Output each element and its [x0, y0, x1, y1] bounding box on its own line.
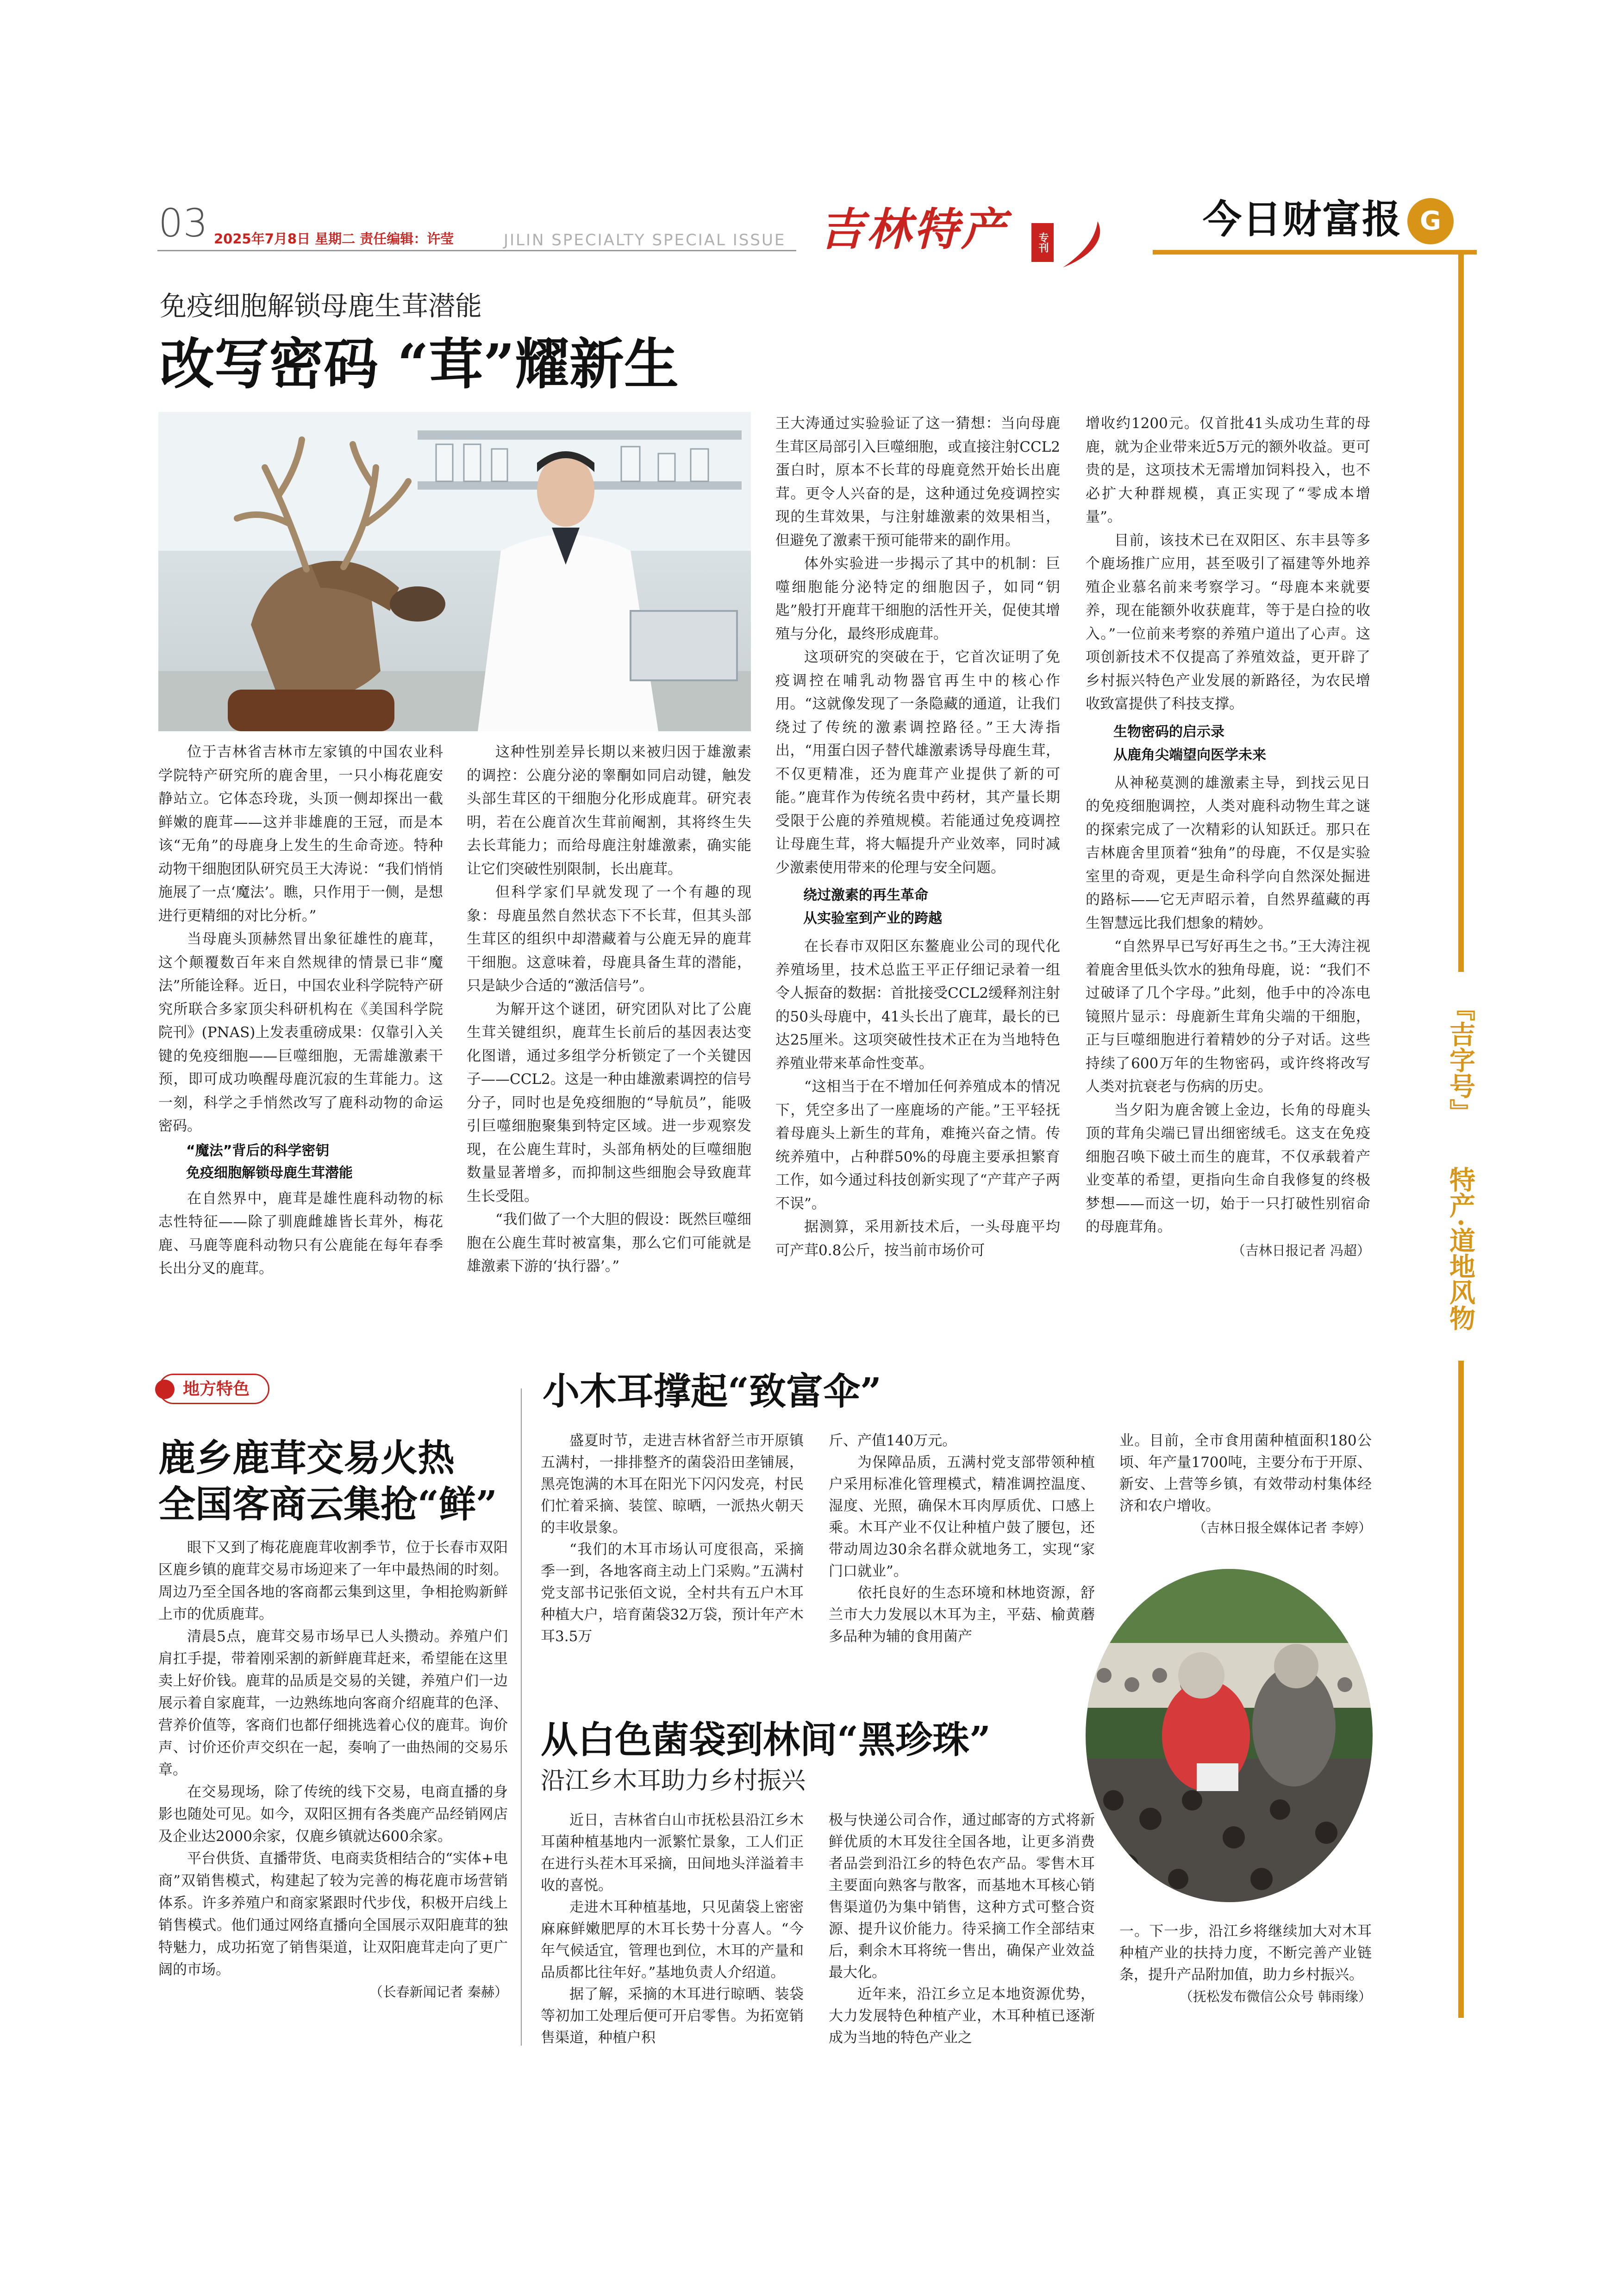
- section-logo: 吉林特产: [819, 203, 1008, 255]
- subhead: 免疫细胞解锁母鹿生茸潜能: [186, 1164, 353, 1181]
- masthead-logo-icon: G: [1407, 198, 1454, 244]
- paragraph: 在交易现场，除了传统的线下交易，电商直播的身影也随处可见。如今，双阳区拥有各类鹿产品经销网店及企业达2000余家，仅鹿乡镇就达600余家。: [158, 1784, 508, 1845]
- subhead: 生物密码的启示录: [1113, 723, 1224, 740]
- paragraph: 据测算，采用新技术后，一头母鹿平均可产茸0.8公斤，按当前市场价可: [775, 1219, 1060, 1259]
- paragraph: 一。下一步，沿江乡将继续加大对木耳种植产业的扶持力度，不断完善产业链条，提升产品附加值，助力乡村振兴。: [1119, 1923, 1372, 1983]
- paragraph: 体外实验进一步揭示了其中的机制：巨噬细胞能分泌特定的细胞因子，如同“钥匙”般打开鹿茸干细胞的活性开关，促使其增殖与分化，最终形成鹿茸。: [775, 555, 1060, 642]
- paragraph: 当母鹿头顶赫然冒出象征雄性的鹿茸，这个颠覆数百年来自然规律的情景已非“魔法”所能诠释。近日，中国农业科学院特产研究所联合多家顶尖科研机构在《美国科学院院刊》(PNAS)上发表重磅成果：仅靠引入关键的免疫细胞——巨噬细胞，无需雄激素干预，即可成功唤醒母鹿沉寂的生茸能力。这一刻，科学之手悄然改写了鹿科动物的命运密码。: [158, 931, 443, 1134]
- researcher-deer-photo: [158, 412, 751, 731]
- paragraph: 近年来，沿江乡立足本地资源优势，大力发展特色种植产业，木耳种植已逐渐成为当地的特色产业之: [829, 1986, 1095, 2046]
- paragraph: 业。目前，全市食用菌种植面积180公顷、年产量1700吨，主要分布于开原、新安、上营等乡镇，有效带动村集体经济和农户增收。: [1119, 1432, 1372, 1514]
- paragraph: “我们的木耳市场认可度很高，采摘季一到，各地客商主动上门采购。”五满村党支部书记张佰文说，全村共有五户木耳种植大户，培育菌袋32万袋，预计年产木耳3.5万: [541, 1541, 804, 1645]
- byline: （吉林日报全媒体记者 李婷）: [1193, 1520, 1372, 1536]
- article1-kicker: 免疫细胞解锁母鹿生茸潜能: [160, 290, 482, 322]
- paragraph: 盛夏时节，走进吉林省舒兰市开原镇五满村，一排排整齐的菌袋沿田垄铺展，黑亮饱满的木耳在阳光下闪闪发亮，村民们忙着采摘、装筐、晾晒，一派热火朝天的丰收景象。: [541, 1432, 804, 1536]
- fungus-harvest-photo: [1086, 1560, 1373, 1911]
- paragraph: 位于吉林省吉林市左家镇的中国农业科学院特产研究所的鹿舍里，一只小梅花鹿安静站立。它体态玲珑，头顶一侧却探出一截鲜嫩的鹿茸——这并非雄鹿的王冠，而是本该“无角”的母鹿身上发生的生命奇迹。特种动物干细胞团队研究员王大涛说：“我们悄悄施展了一点‘魔法’。瞧，只作用于一侧，是想进行更精细的对比分析。”: [158, 744, 443, 924]
- date-line: 2025年7月8日 星期二 责任编辑：许莹: [214, 231, 454, 247]
- article3-column-1: [541, 1430, 804, 1708]
- paragraph: 从神秘莫测的雄激素主导，到找云见日的免疫细胞调控，人类对鹿科动物生茸之谜的探索完成了一次精彩的认知跃迁。那只在吉林鹿舍里顶着“独角”的母鹿，不仅是实验室里的奇观，更是生命科学向自然深处掘进的路标——它无声昭示着，自然界蕴藏的再生智慧远比我们想象的精妙。: [1086, 774, 1370, 932]
- sidebar-bracket-text: 『吉字号』: [1445, 995, 1476, 1125]
- section-logo-tag: 专刊: [1031, 223, 1054, 262]
- subhead: 从实验室到产业的跨越: [803, 910, 942, 927]
- sidebar-tagline: 特产·道地风物: [1445, 1166, 1476, 1331]
- paragraph: 为解开这个谜团，研究团队对比了公鹿生茸关键组织，鹿茸生长前后的基因表达变化图谱，通过多组学分析锁定了一个关键因子——CCL2。这是一种由雄激素调控的信号分子，同时也是免疫细胞的“导航员”，能吸引巨噬细胞聚集到特定区域。进一步观察发现，在公鹿生茸时，头部角柄处的巨噬细胞数量显著增多，而抑制这些细胞会导致鹿茸生长受阻。: [467, 1001, 751, 1205]
- side-rail-top: [1458, 250, 1464, 972]
- article3-headline: 小木耳撑起“致富伞”: [543, 1369, 882, 1413]
- article1-column-4: [1086, 412, 1370, 1356]
- article4-headline: 从白色菌袋到林间“黑珍珠”: [541, 1718, 991, 1761]
- article4-column-2: [829, 1810, 1095, 2050]
- article1-headline: 改写密码 “茸”耀新生: [160, 332, 679, 396]
- paragraph: 这项研究的突破在于，它首次证明了免疫调控在哺乳动物器官再生中的核心作用。“这就像发现了一条隐藏的通道，让我们绕过了传统的激素调控路径。”王大涛指出，“用蛋白因子替代雄激素诱导母鹿生茸，不仅更精准，还为鹿茸产业提供了新的可能。”鹿茸作为传统名贵中药材，其产量长期受限于公鹿的养殖规模。若能通过免疫调控让母鹿生茸，将大幅提升产业效率，同时减少激素使用带来的伦理与安全问题。: [775, 649, 1060, 876]
- article2-body: [158, 1537, 508, 2050]
- byline: （抚松发布微信公众号 韩雨缘）: [1179, 1989, 1372, 2004]
- header-rule: [157, 250, 796, 251]
- article4-subhead: 沿江乡木耳助力乡村振兴: [541, 1767, 806, 1795]
- paragraph: 但科学家们早就发现了一个有趣的现象：母鹿虽然自然状态下不长茸，但其头部生茸区的组织中却潜藏着与公鹿无异的鹿茸干细胞。这意味着，母鹿具备生茸的潜能，只是缺少合适的“激活信号”。: [467, 884, 751, 994]
- article4-column-1: [541, 1810, 804, 2050]
- byline: （长春新闻记者 秦赫）: [369, 1984, 508, 2000]
- issue-title-en: JILIN SPECIALTY SPECIAL ISSUE: [504, 231, 786, 249]
- paragraph: “自然界早已写好再生之书。”王大涛注视着鹿舍里低头饮水的独角母鹿，说：“我们不过破译了几个字母。”此刻，他手中的冷冻电镜照片显示：母鹿新生茸角尖端的干细胞，正与巨噬细胞进行着精妙的分子对话。这些持续了600万年的生物密码，或许终将改写人类对抗衰老与伤病的历史。: [1086, 938, 1370, 1095]
- masthead-underline: [1153, 250, 1477, 255]
- headline-line: 全国客商云集抢“鲜”: [158, 1482, 498, 1526]
- article3-column-3: [1119, 1430, 1372, 1560]
- masthead: 今日财富报: [1203, 196, 1402, 242]
- paragraph: “我们做了一个大胆的假设：既然巨噬细胞在公鹿生茸时被富集，那么它们可能就是雄激素下游的‘执行器’。”: [467, 1211, 751, 1275]
- paragraph: 眼下又到了梅花鹿鹿茸收割季节，位于长春市双阳区鹿乡镇的鹿茸交易市场迎来了一年中最热闹的时刻。周边乃至全国各地的客商都云集到这里，争相抢购新鲜上市的优质鹿茸。: [158, 1539, 508, 1623]
- paragraph: 目前，该技术已在双阳区、东丰县等多个鹿场推广应用，甚至吸引了福建等外地养殖企业慕名前来考察学习。“母鹿本来就要养，现在能额外收获鹿茸，等于是白捡的收入。”一位前来考察的养殖户道出了心声。这项创新技术不仅提高了养殖效益，更开辟了乡村振兴特色产业发展的新路径，为农民增收致富提供了科技支撑。: [1086, 532, 1370, 712]
- paragraph: 当夕阳为鹿舍镀上金边，长角的母鹿头顶的茸角尖端已冒出细密绒毛。这支在免疫细胞召唤下破土而生的鹿茸，不仅承载着产业变革的希望，更指向生命自我修复的终极梦想——而这一切，始于一只打破性别宿命的母鹿茸角。: [1086, 1101, 1370, 1235]
- side-rail-bottom: [1458, 1361, 1464, 2018]
- paragraph: 极与快递公司合作，通过邮寄的方式将新鲜优质的木耳发往全国各地，让更多消费者品尝到沿江乡的特色农产品。零售木耳主要面向熟客与散客，而基地木耳核心销售渠道仍为集中销售，这种方式可整合资源、提升议价能力。待采摘工作全部结束后，剩余木耳将统一售出，确保产业效益最大化。: [829, 1812, 1095, 1981]
- page-number: 03: [158, 200, 208, 246]
- vertical-divider: [521, 1388, 522, 2046]
- article4-column-3: [1119, 1921, 1372, 2050]
- subhead: 绕过激素的再生革命: [803, 887, 928, 903]
- byline: （吉林日报记者 冯超）: [1231, 1242, 1370, 1258]
- paragraph: 在长春市双阳区东鳌鹿业公司的现代化养殖场里，技术总监王平正仔细记录着一组令人振奋的数据：首批接受CCL2缓释剂注射的50头母鹿中，41头长出了鹿茸，最长的已达25厘米。这项突破性技术正在为当地特色养殖业带来革命性变革。: [775, 938, 1060, 1072]
- paragraph: “这相当于在不增加任何养殖成本的情况下，凭空多出了一座鹿场的产能。”王平轻抚着母鹿头上新生的茸角，难掩兴奋之情。传统养殖中，占种群50%的母鹿主要承担繁育工作，如今通过科技创新实现了“产茸产子两不误”。: [775, 1078, 1060, 1212]
- paragraph: 据了解，采摘的木耳进行晾晒、装袋等初加工处理后便可开启零售。为拓宽销售渠道，种植户积: [541, 1986, 804, 2046]
- paragraph: 为保障品质，五满村党支部带领种植户采用标准化管理模式，精准调控温度、湿度、光照，确保木耳肉厚质优、口感上乘。木耳产业不仅让种植户鼓了腰包，还带动周边30余名群众就地务工，实现“家门口就业”。: [829, 1454, 1095, 1580]
- paragraph: 依托良好的生态环境和林地资源，舒兰市大力发展以木耳为主，平菇、榆黄蘑多品种为辅的食用菌产: [829, 1585, 1095, 1645]
- subhead: “魔法”背后的科学密钥: [186, 1142, 330, 1159]
- paragraph: 王大涛通过实验验证了这一猜想：当向母鹿生茸区局部引入巨噬细胞，或直接注射CCL2蛋白时，原本不长茸的母鹿竟然开始长出鹿茸。更令人兴奋的是，这种通过免疫调控实现的生茸效果，与注射雄激素的效果相当，但避免了激素干预可能带来的副作用。: [775, 415, 1060, 549]
- paragraph: 走进木耳种植基地，只见菌袋上密密麻麻鲜嫩肥厚的木耳长势十分喜人。“今年气候适宜，管理也到位，木耳的产量和品质都比往年好。”基地负责人介绍道。: [541, 1899, 804, 1981]
- paragraph: 清晨5点，鹿茸交易市场早已人头攒动。养殖户们肩扛手提，带着刚采割的新鲜鹿茸赶来，希望能在这里卖上好价钱。鹿茸的品质是交易的关键，养殖户们一边展示着自家鹿茸，一边熟练地向客商介绍鹿茸的色泽、营养价值等，客商们也都仔细挑选着心仪的鹿茸。询价声、讨价还价声交织在一起，奏响了一曲热闹的交易乐章。: [158, 1628, 508, 1778]
- article3-column-2: [829, 1430, 1095, 1708]
- article1-column-3: [775, 412, 1060, 1356]
- section-label: 地方特色: [183, 1380, 250, 1399]
- paragraph: 近日，吉林省白山市抚松县沿江乡木耳菌种植基地内一派繁忙景象，工人们正在进行头茬木耳采摘，田间地头洋溢着丰收的喜悦。: [541, 1812, 804, 1894]
- paragraph: 增收约1200元。仅首批41头成功生茸的母鹿，就为企业带来近5万元的额外收益。更可贵的是，这项技术无需增加饲料投入，也不必扩大种群规模，真正实现了“零成本增量”。: [1086, 415, 1370, 525]
- article2-headline: [158, 1435, 497, 1527]
- paragraph: 这种性别差异长期以来被归因于雄激素的调控：公鹿分泌的睾酮如同启动键，触发头部生茸区的干细胞分化形成鹿茸。研究表明，若在公鹿首次生茸前阉割，其将终生失去长茸能力；而给母鹿注射雄激素，确实能让它们突破性别限制，长出鹿茸。: [467, 744, 751, 877]
- paragraph: 斤、产值140万元。: [829, 1432, 957, 1449]
- section-label-dot-icon: [155, 1380, 175, 1399]
- article1-column-1: [158, 740, 443, 1356]
- section-label-box: [158, 1374, 269, 1404]
- paragraph: 平台供货、直播带货、电商卖货相结合的“实体+电商”双销售模式，构建起了较为完善的梅花鹿市场营销体系。许多养殖户和商家紧跟时代步伐，积极开启线上销售模式。他们通过网络直播向全国展示双阳鹿茸的独特魅力，成功拓宽了销售渠道，让双阳鹿茸走向了更广阔的市场。: [158, 1850, 508, 1978]
- paragraph: 在自然界中，鹿茸是雄性鹿科动物的标志性特征——除了驯鹿雌雄皆长茸外，梅花鹿、马鹿等鹿科动物只有公鹿能在每年春季长出分叉的鹿茸。: [158, 1190, 443, 1277]
- brush-swoosh-icon: [1054, 217, 1109, 272]
- article1-column-2: [467, 740, 751, 1356]
- headline-line: 鹿乡鹿茸交易火热: [158, 1436, 455, 1480]
- subhead: 从鹿角尖端望向医学未来: [1113, 747, 1266, 763]
